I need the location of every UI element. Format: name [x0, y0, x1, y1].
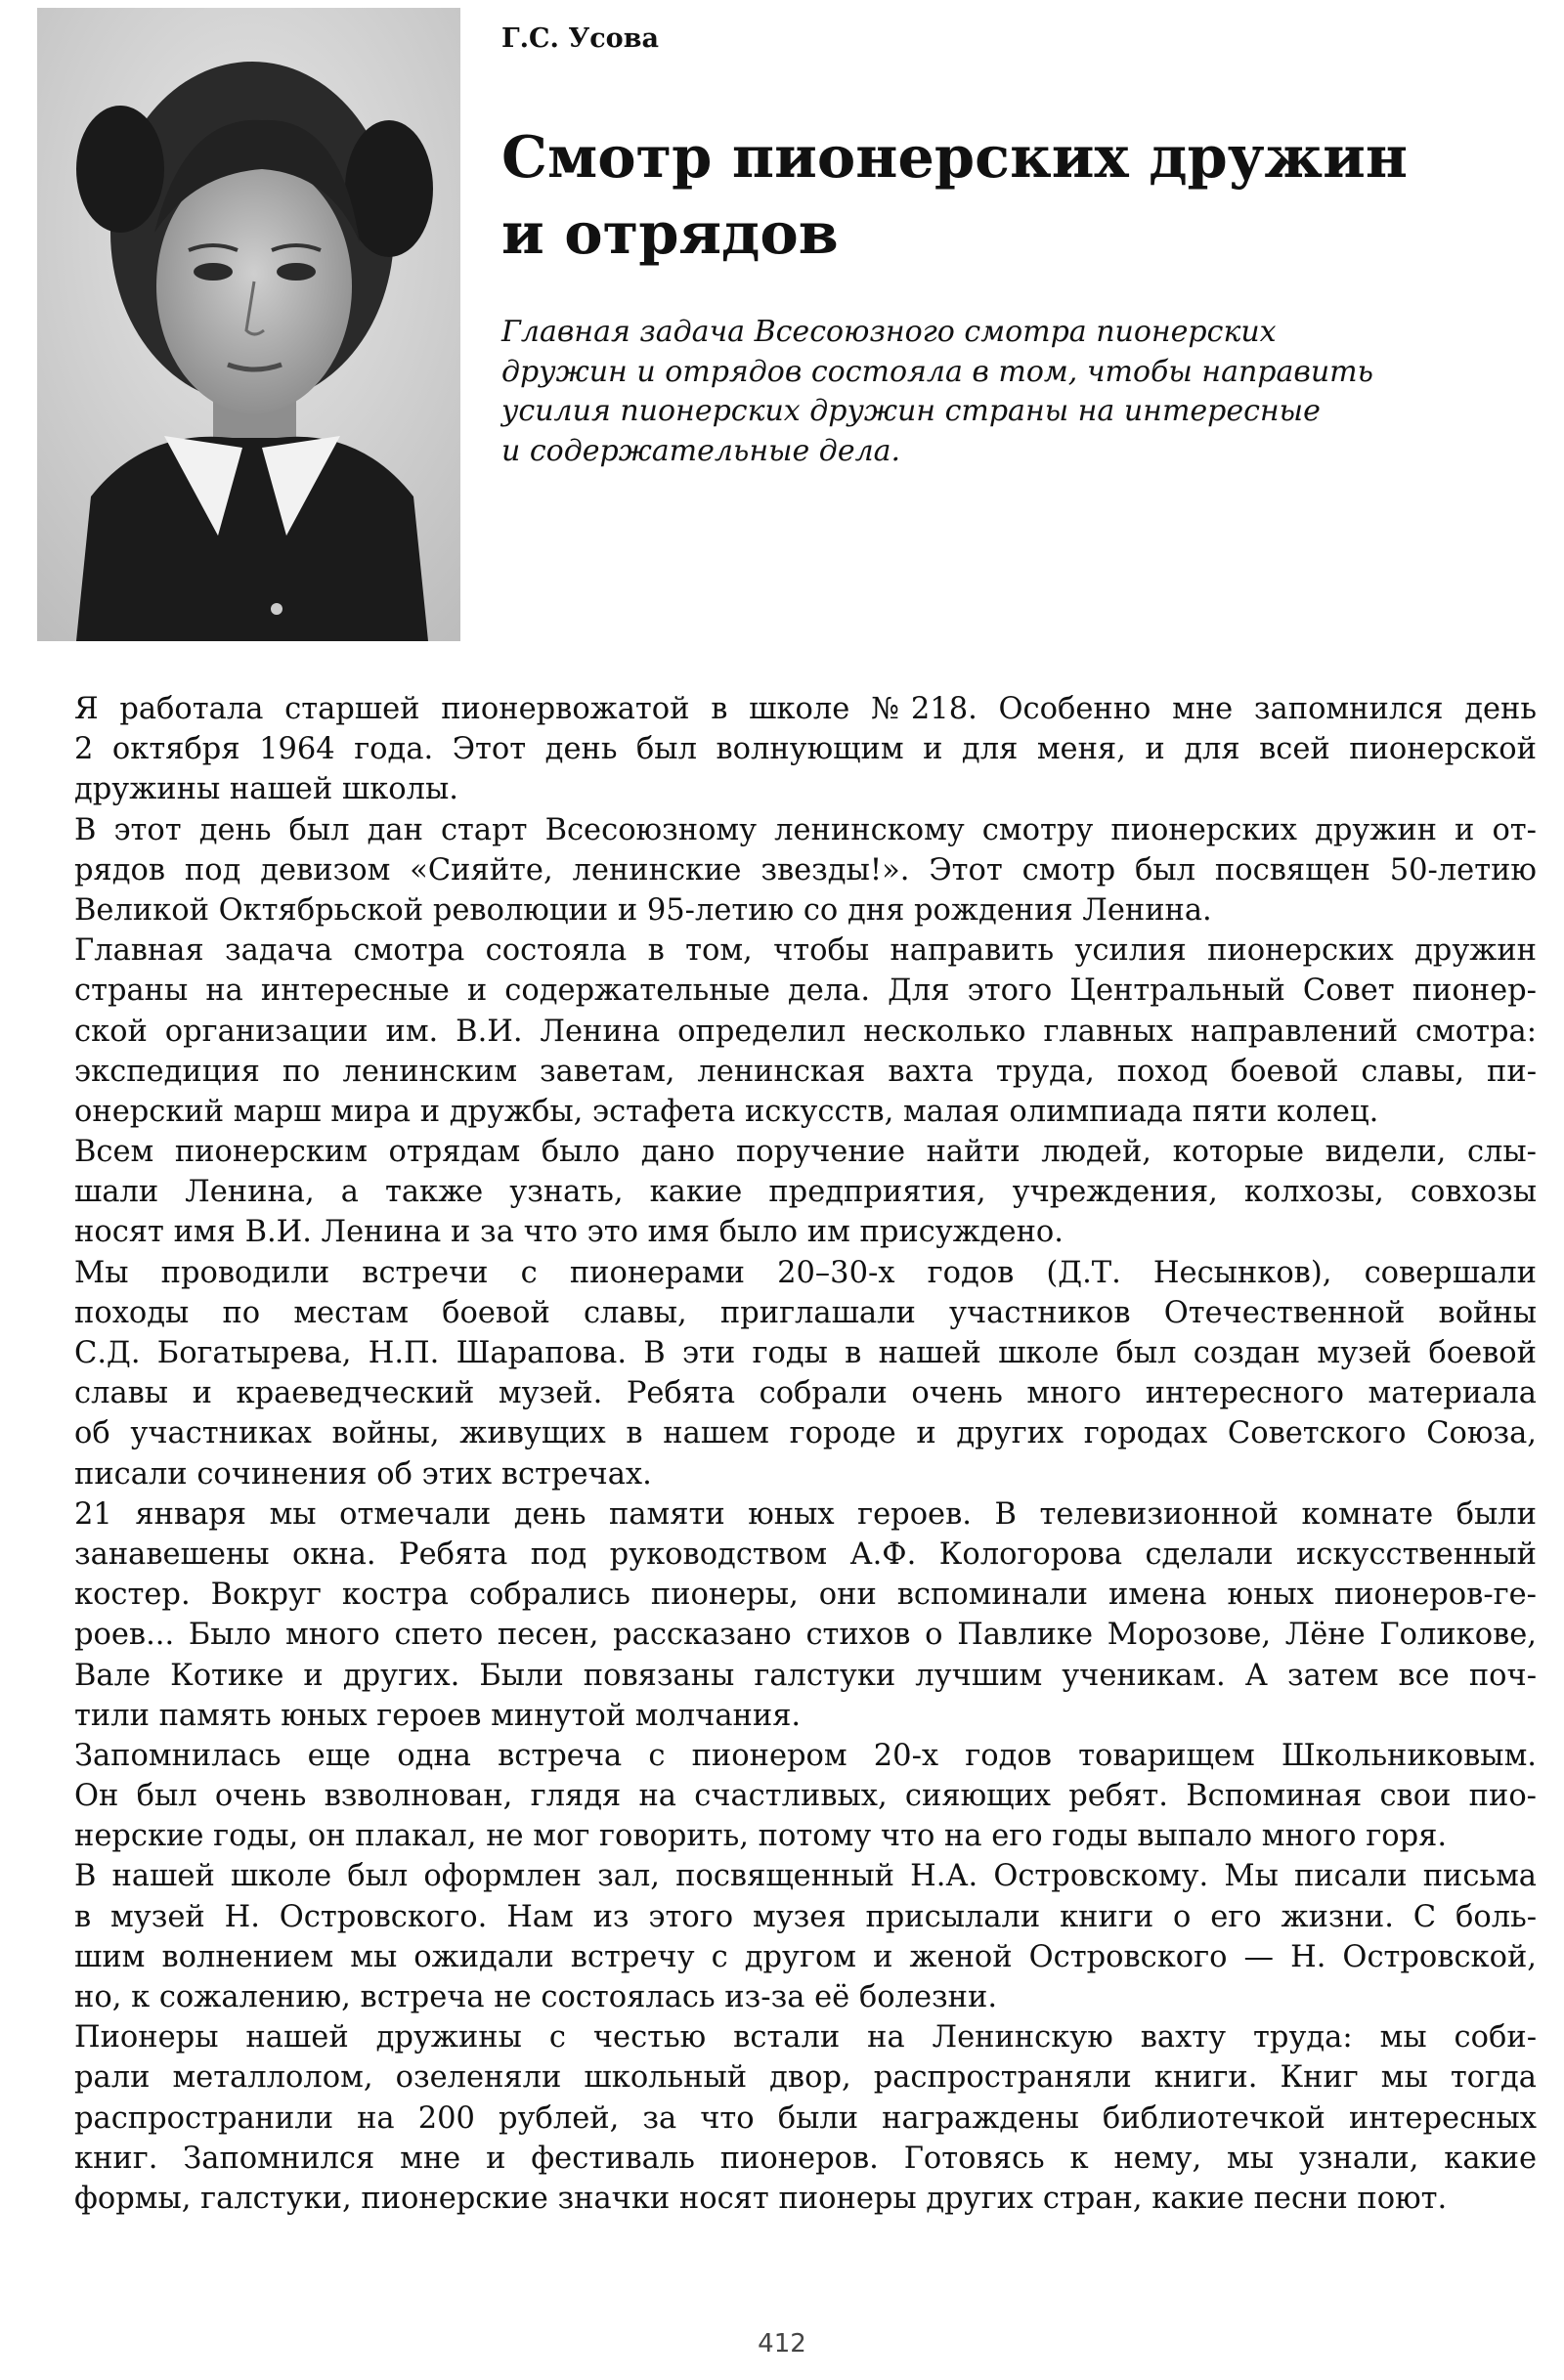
paragraph [74, 1253, 1537, 1494]
author-portrait-photo [37, 8, 460, 641]
paragraph-line: занавешены окна. Ребята под руководством А.Ф. Кологорова сделали искусственный [74, 1536, 1537, 1572]
paragraph [74, 2017, 1537, 2219]
lead-line: дружин и отрядов состояла в том, чтобы направить [501, 354, 1373, 389]
paragraph-line: писали сочинения об этих встречах. [74, 1456, 652, 1492]
paragraph-line: книг. Запомнился мне и фестиваль пионеров. Готовясь к нему, мы узнали, какие [74, 2141, 1537, 2176]
paragraph-line: шим волнением мы ожидали встречу с другом и женой Островского — Н. Островской, [74, 1939, 1537, 1974]
paragraph-line: рали металлолом, озеленяли школьный двор, распространяли книги. Книг мы тогда [74, 2060, 1537, 2096]
paragraph-line: нерские годы, он плакал, не мог говорить, потому что на его годы выпало много горя. [74, 1819, 1448, 1854]
paragraph [74, 689, 1537, 810]
paragraph-line: В нашей школе был оформлен зал, посвященный Н.А. Островскому. Мы писали письма [74, 1859, 1537, 1894]
paragraph-line: распространили на 200 рублей, за что были награждены библиотечкой интересных [74, 2100, 1537, 2136]
author-name: Г.С. Усова [501, 23, 659, 54]
paragraph [74, 1856, 1537, 2017]
paragraph-line: экспедиция по ленинским заветам, ленинская вахта труда, поход боевой славы, пи- [74, 1054, 1537, 1089]
paragraph-line: Главная задача смотра состояла в том, чтобы направить усилия пионерских дружин [74, 933, 1537, 969]
lead-line: и содержательные дела. [501, 433, 901, 468]
paragraph-line: Запомнилась еще одна встреча с пионером 20-х годов товарищем Школьниковым. [74, 1738, 1537, 1773]
paragraph-line: онерский марш мира и дружбы, эстафета искусств, малая олимпиада пяти колец. [74, 1094, 1379, 1129]
article-title [501, 119, 1508, 272]
paragraph-line: в музей Н. Островского. Нам из этого музея присылали книги о его жизни. С боль- [74, 1899, 1537, 1934]
title-line: Смотр пионерских дружин [501, 123, 1409, 191]
paragraph-line: носят имя В.И. Ленина и за что это имя было им присуждено. [74, 1215, 1064, 1250]
paragraph-line: 21 января мы отмечали день памяти юных героев. В телевизионной комнате были [74, 1496, 1537, 1532]
paragraph [74, 1736, 1537, 1857]
paragraph-line: Он был очень взволнован, глядя на счастливых, сияющих ребят. Вспоминая свои пио- [74, 1779, 1537, 1814]
paragraph [74, 810, 1537, 931]
paragraph-line: славы и краеведческий музей. Ребята собрали очень много интересного материала [74, 1376, 1537, 1411]
paragraph-line: Я работала старшей пионервожатой в школе №218. Особенно мне запомнился день [74, 692, 1537, 726]
paragraph-line: формы, галстуки, пионерские значки носят пионеры других стран, какие песни поют. [74, 2181, 1448, 2216]
paragraph-line: 2 октября 1964 года. Этот день был волнующим и для меня, и для всей пионерской [74, 732, 1537, 767]
paragraph-line: рядов под девизом «Сияйте, ленинские звезды!». Этот смотр был посвящен 50-летию [74, 852, 1537, 887]
paragraph-line: костер. Вокруг костра собрались пионеры, они вспоминали имена юных пионеров-ге- [74, 1578, 1537, 1613]
paragraph-line: но, к сожалению, встреча не состоялась из-за её болезни. [74, 1980, 998, 2014]
paragraph [74, 1132, 1537, 1253]
paragraph [74, 1494, 1537, 1736]
paragraph-line: страны на интересные и содержательные дела. Для этого Центральный Совет пионер- [74, 974, 1537, 1009]
lead-line: Главная задача Всесоюзного смотра пионерских [501, 315, 1277, 349]
paragraph-line: роев... Было много спето песен, рассказано стихов о Павлике Морозове, Лёне Голикове, [74, 1618, 1537, 1653]
paragraph-line: ской организации им. В.И. Ленина определил несколько главных направлений смотра: [74, 1014, 1537, 1049]
lead-line: усилия пионерских дружин страны на интересные [501, 394, 1321, 428]
paragraph-line: Вале Котике и других. Были повязаны галстуки лучшим ученикам. А затем все поч- [74, 1658, 1537, 1693]
paragraph-line: С.Д. Богатырева, Н.П. Шарапова. В эти годы в нашей школе был создан музей боевой [74, 1336, 1537, 1370]
paragraph-line: походы по местам боевой славы, приглашали участников Отечественной войны [74, 1295, 1537, 1330]
paragraph-line: В этот день был дан старт Всесоюзному ленинскому смотру пионерских дружин и от- [74, 812, 1537, 847]
paragraph-line: Великой Октябрьской революции и 95-летию со дня рождения Ленина. [74, 892, 1212, 928]
paragraph-line: шали Ленина, а также узнать, какие предприятия, учреждения, колхозы, совхозы [74, 1175, 1537, 1210]
page-number: 412 [758, 2329, 806, 2358]
paragraph-line: об участниках войны, живущих в нашем городе и других городах Советского Союза, [74, 1416, 1537, 1451]
paragraph-line: тили память юных героев минутой молчания. [74, 1698, 802, 1733]
paragraph-line: Всем пионерским отрядам было дано поручение найти людей, которые видели, слы- [74, 1135, 1537, 1170]
title-line: и отрядов [501, 199, 839, 267]
paragraph-line: дружины нашей школы. [74, 772, 459, 807]
article-body [74, 689, 1537, 2219]
paragraph-line: Пионеры нашей дружины с честью встали на Ленинскую вахту труда: мы соби- [74, 2020, 1537, 2055]
paragraph-line: Мы проводили встречи с пионерами 20–30-х годов (Д.Т. Несынков), совершали [74, 1255, 1537, 1290]
paragraph [74, 930, 1537, 1132]
lead-abstract [501, 313, 1528, 471]
